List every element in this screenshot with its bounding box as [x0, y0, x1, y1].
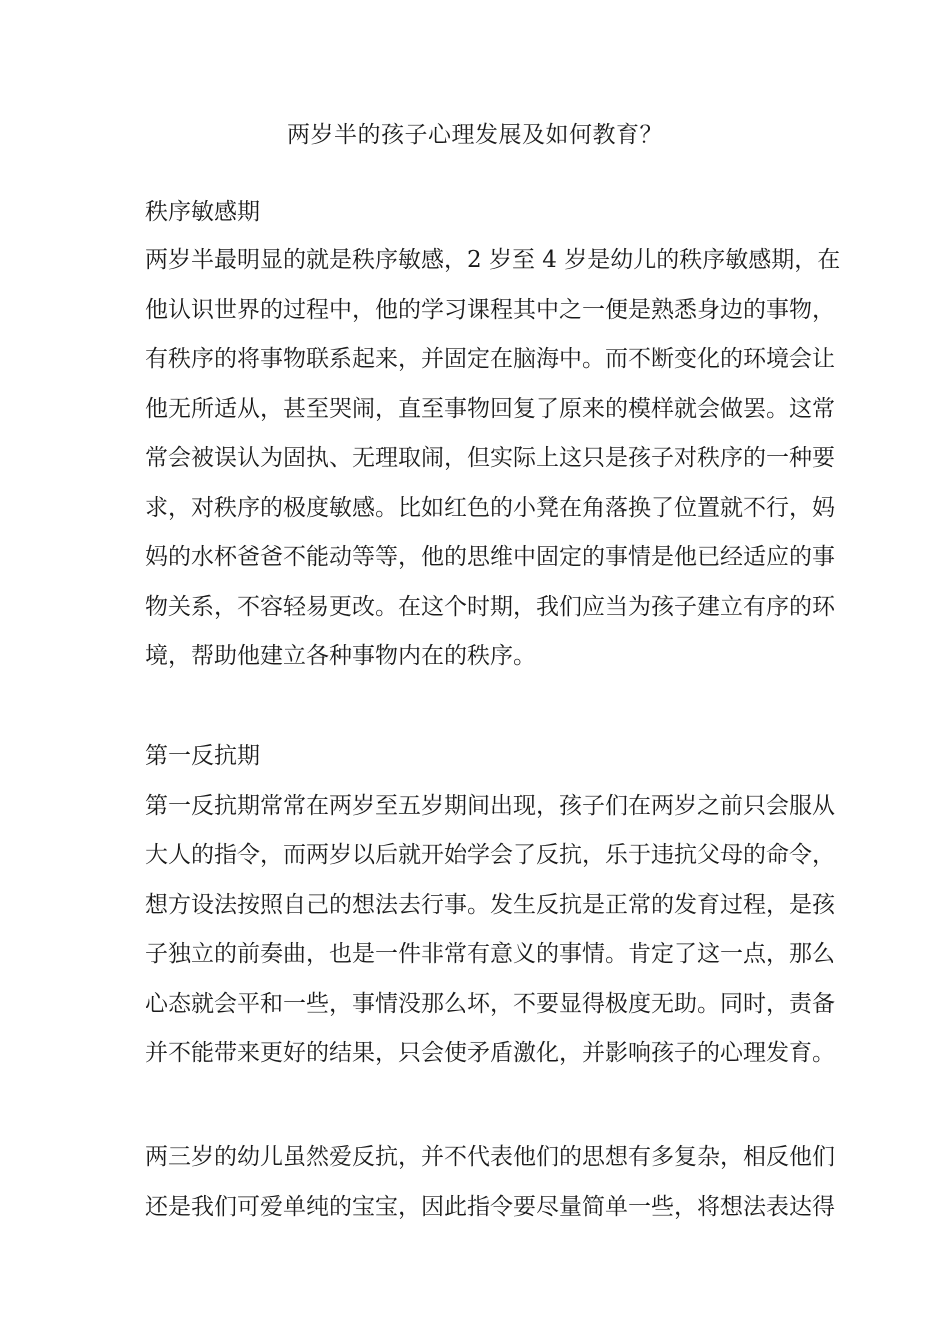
- paragraph-line: 妈的水杯爸爸不能动等等，他的思维中固定的事情是他已经适应的事: [145, 544, 835, 570]
- paragraph-line: 物关系，不容轻易更改。在这个时期，我们应当为孩子建立有序的环: [145, 594, 835, 620]
- paragraph-line: 两三岁的幼儿虽然爱反抗，并不代表他们的思想有多复杂，相反他们: [145, 1144, 835, 1170]
- paragraph-line: 两岁半最明显的就是秩序敏感，2 岁至 4 岁是幼儿的秩序敏感期，在: [145, 247, 841, 273]
- paragraph-line: 还是我们可爱单纯的宝宝，因此指令要尽量简单一些，将想法表达得: [145, 1194, 835, 1220]
- paragraph-line: 常会被误认为固执、无理取闹，但实际上这只是孩子对秩序的一种要: [145, 445, 835, 471]
- paragraph-line: 子独立的前奏曲，也是一件非常有意义的事情。肯定了这一点，那么: [145, 941, 835, 967]
- paragraph-line: 有秩序的将事物联系起来，并固定在脑海中。而不断变化的环境会让: [145, 346, 835, 372]
- paragraph-line: 他无所适从，甚至哭闹，直至事物回复了原来的模样就会做罢。这常: [145, 396, 835, 422]
- section-heading-first-rebellion: 第一反抗期: [145, 743, 260, 769]
- paragraph-line: 第一反抗期常常在两岁至五岁期间出现，孩子们在两岁之前只会服从: [145, 793, 835, 819]
- paragraph-line: 境，帮助他建立各种事物内在的秩序。: [145, 643, 536, 669]
- paragraph-line: 求，对秩序的极度敏感。比如红色的小凳在角落换了位置就不行，妈: [145, 495, 835, 521]
- paragraph-line: 并不能带来更好的结果，只会使矛盾激化，并影响孩子的心理发育。: [145, 1040, 835, 1066]
- paragraph-line: 心态就会平和一些，事情没那么坏，不要显得极度无助。同时，责备: [145, 991, 835, 1017]
- document-title: 两岁半的孩子心理发展及如何教育？: [287, 122, 663, 148]
- paragraph-line: 想方设法按照自己的想法去行事。发生反抗是正常的发育过程，是孩: [145, 892, 835, 918]
- section-heading-order-sensitive: 秩序敏感期: [145, 199, 260, 225]
- paragraph-line: 他认识世界的过程中，他的学习课程其中之一便是熟悉身边的事物，: [145, 297, 835, 323]
- paragraph-line: 大人的指令，而两岁以后就开始学会了反抗，乐于违抗父母的命令，: [145, 842, 835, 868]
